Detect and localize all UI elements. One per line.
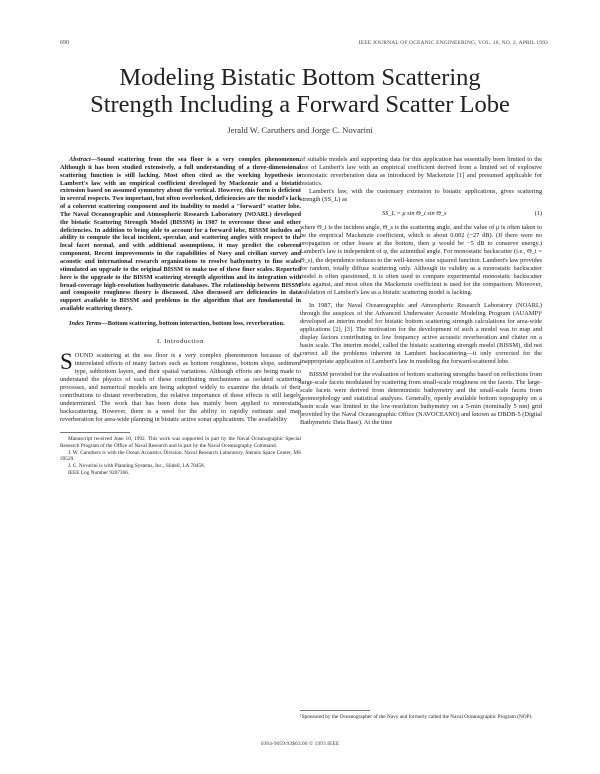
right-footnote-text: ¹Sponsored by the Oceanographer of the Navy and formerly called the Naval Oceanographic Program (NOP). (300, 714, 533, 720)
right-paragraph-5: BISSM provided for the evaluation of bottom scattering strengths based on reflections from large-scale facets modulated by scattering from small-scale roughness on the facets. The large-scale facets were derived from deterministic bathymetry and the small-scale facets from geomorphology and statistical analyses. Generally, openly available bottom topography on a basin scale was limited to the low-resolution bathymetry on a 5-min (nominally 5 nm) grid provided by the Naval Oceanographic Office (NAVOCEANO) and known as DBDB-5 (Digital Bathymetric Data Base). At the time (300, 371, 542, 427)
drop-cap: S (60, 348, 73, 374)
right-footnote (300, 710, 542, 720)
equation-1 (300, 210, 542, 218)
abstract (60, 156, 301, 313)
index-terms-label: Index Terms (69, 319, 102, 327)
running-head: IEEE JOURNAL OF OCEANIC ENGINEERING, VOL. 18, NO. 2, APRIL 1993 (358, 40, 548, 46)
index-terms-text: —Bottom scattering, bottom interaction, bottom loss, reverberation. (101, 319, 285, 327)
introduction-text: OUND scattering at the sea floor is a very complex phenomenon because of the interrelated effects of many factors such as bottom roughness, bottom slope, sediment type, subbottom layers, and their spatial variations. Although efforts are being made to understand the physics of each of these contributing mechanisms as isolated scattering processes, and numerical models are being adopted widely to examine the details of their contributions to distant reverberation, the relative importance of these effects is still largely undetermined. The work that has been done has mainly been applied to monostatic backscattering. However, there is a need for the ability to rapidly estimate and map reverberation for area-wide planning in bistatic active sonar applications. The availability (60, 351, 301, 424)
abstract-text: —Sound scattering from the sea floor is a very complex phenomenon. Although it has been studied extensively, a full understanding of a three-dimensional scattering function is still lacking. Most often cited as the working hypothesis is Lambert's law with an empirical coefficient developed by Mackenzie and a bistatic extension based on assumed symmetry about the vertical. However, this form is deficient in several respects. Two important, but often overlooked, deficiencies are the model's lack of a coherent scattering component and its inability to model a "forward" scatter lobe. The Naval Oceanographic and Atmospheric Research Laboratory (NOARL) developed the bistatic Scattering Strength Model (BISSM) in 1987 to overcome these and other deficiencies. In addition to being able to account for a forward lobe, BISSM includes an ability to compute the local incident, specular, and scattering angles with respect to the local facet normal, and with additional assumptions, it may predict the coherent component. Recent improvements in the capabilities of Navy and civilian survey and acoustic and international research organizations to resolve bathymetry to fine scales stimulated an upgrade to the original BISSM to make use of these finer scales. Reported here is the upgrade to the BISSM scattering strength algorithm and its integration with broad-coverage high-resolution bathymetric databases. The relationship between BISSM and composite roughness theory is discussed. Also discussed are deficiencies in data support available to BISSM and problems in the algorithm that are fundamental in available scattering theory. (60, 156, 301, 313)
paper-title (40, 64, 560, 118)
right-paragraph-1: of suitable models and supporting data for this application has essentially been limited to the use of Lambert's law with an empirical coefficient derived from a limited set of explosive monostatic reverberation data as introduced by Mackenzie [1] and presumed applicable for bistatics. (300, 156, 542, 188)
section-heading-introduction: I. Introduction (156, 337, 205, 345)
introduction-paragraph (60, 348, 301, 424)
right-paragraph-3: where Θ_i is the incident angle, Θ_s is the scattering angle, and the value of μ is often taken to be the empirical Mackenzie coefficient, which is about 0.002 (−27 dB). (If there were no propagation or other losses at the bottom, then μ would be −5 dB to conserve energy.) Lambert's law is independent of φ, the azimuthal angle. For monostatic backscatter (i.e., Θ_i = Θ_s), the dependence reduces to the well-known sine squared function. Lambert's law provides for random, totally diffuse scattering only. Although its validity as a monostatic backscatter model is often questioned, it is often used to compare experimental monostatic backscatter data against, and most often the Mackenzie coefficient is used for the comparison. Moreover, validation of Lambert's law as a bistatic scattering model is lacking. (300, 224, 542, 296)
right-footnote-divider (300, 710, 370, 711)
copyright-line: 0364-9059/93$03.00 © 1993 IEEE (260, 741, 340, 747)
left-column (60, 156, 301, 477)
footnotes (60, 436, 301, 476)
footnote-author-2: J. C. Novarini is with Planning Systems, Inc., Slidell, LA 70458. (68, 462, 205, 469)
index-terms (60, 320, 301, 328)
footnote-divider (60, 432, 130, 433)
right-paragraph-2: Lambert's law, with the customary extension to bistatic applications, gives scattering strength (SS_L) as (300, 188, 542, 204)
right-column (300, 156, 542, 427)
title-line-1: Modeling Bistatic Bottom Scattering (119, 64, 481, 91)
abstract-label: Abstract (69, 156, 91, 163)
page-number: 690 (60, 40, 69, 46)
right-paragraph-4: In 1987, the Naval Oceanographic and Atmospheric Research Laboratory (NOARL) through the auspices of the Advanced Underwater Acoustic Modeling Program (AUAMP)¹ developed an interim model for bistatic bottom scattering strength calculations for area-wide applications [2], [3]. The motivation for the development of such a model was to map and display factors contributing to low frequency active acoustic reverberation and clutter on a basin scale. The interim model, called the bistatic scattering strength model (BISSM), did not correct all the problems inherent in Lambert backscattering—it only corrected for the inappropriate application of Lambert's law in modeling the forward-scattered lobe. (300, 301, 542, 366)
footnote-manuscript: Manuscript received June 10, 1992. This work was supported in part by the Naval Oceanographic Special Research Program of the Office of Naval Research and in part by the Naval Oceanography Command. (60, 436, 301, 449)
title-line-2: Strength Including a Forward Scatter Lobe (90, 91, 510, 118)
author-list: Jerald W. Caruthers and Jorge C. Novarini (227, 125, 373, 135)
equation-body: SS_L = μ sin Θ_i sin Θ_s (382, 210, 447, 218)
footnote-log-number: IEEE Log Number 9207366. (68, 469, 130, 476)
footnote-author-1: J. W. Caruthers is with the Ocean Acoustics Division, Naval Research Laboratory, Stennis Space Center, MS 39529. (60, 449, 301, 462)
equation-number: (1) (534, 210, 542, 218)
